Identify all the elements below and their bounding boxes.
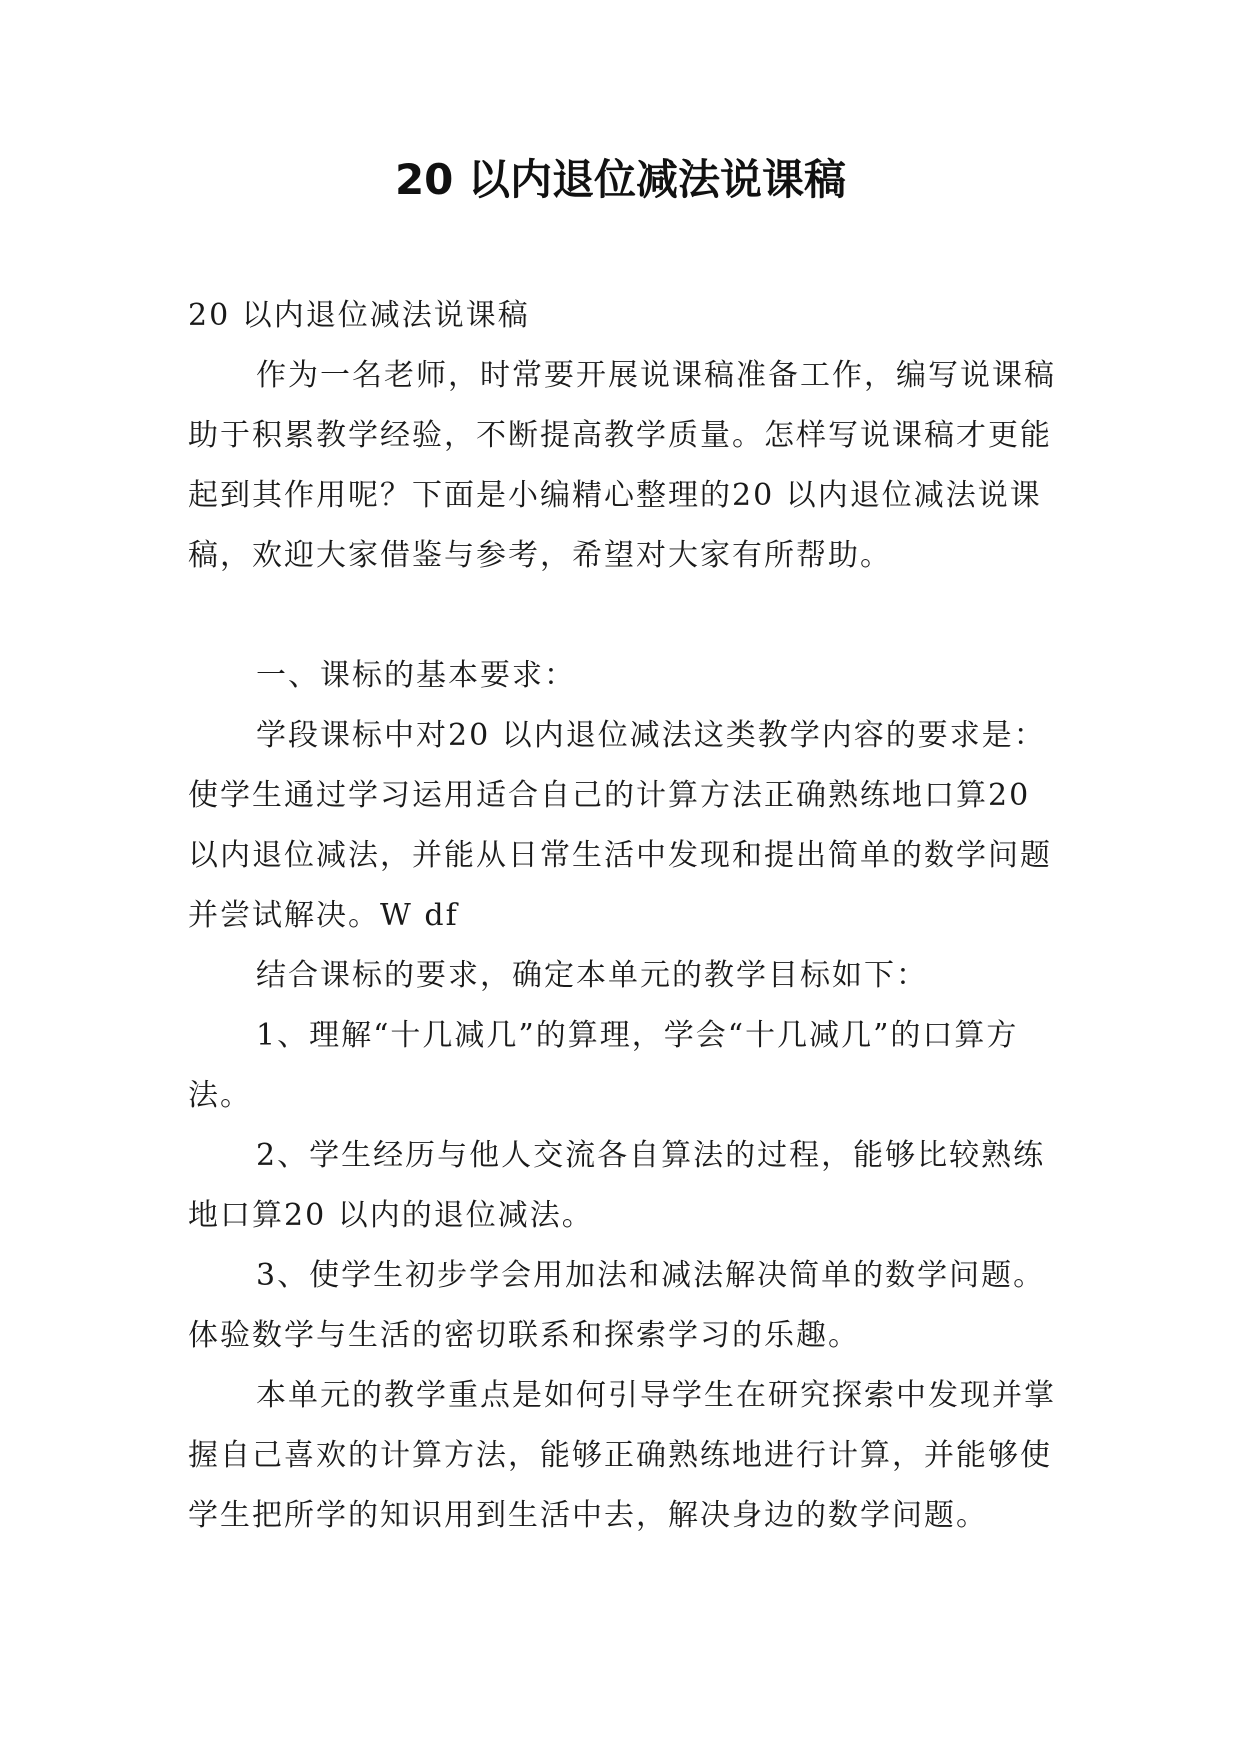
intro-paragraph: 作为一名老师，时常要开展说课稿准备工作，编写说课稿助于积累教学经验，不断提高教学质量。怎样写说课稿才更能起到其作用呢？下面是小编精心整理的20 以内退位减法说课稿，欢迎大家借鉴与参考，希望对大家有所帮助。 — [188, 358, 1056, 573]
document-body — [188, 286, 1058, 1546]
paragraph-gap — [188, 586, 1058, 646]
goal-1-paragraph: 1、理解“十几减几”的算理，学会“十几减几”的口算方法。 — [188, 1018, 1019, 1113]
goal-2-paragraph: 2、学生经历与他人交流各自算法的过程，能够比较熟练地口算20 以内的退位减法。 — [188, 1138, 1046, 1233]
document-title: 20 以内退位减法说课稿 — [394, 155, 847, 204]
section1-body-paragraph: 学段课标中对20 以内退位减法这类教学内容的要求是：使学生通过学习运用适合自己的计算方法正确熟练地口算20 以内退位减法，并能从日常生活中发现和提出简单的数学问题并尝试解决。W df — [188, 718, 1052, 933]
subtitle-paragraph: 20 以内退位减法说课稿 — [188, 298, 530, 333]
key-points-paragraph: 本单元的教学重点是如何引导学生在研究探索中发现并掌握自己喜欢的计算方法，能够正确熟练地进行计算，并能够使学生把所学的知识用到生活中去，解决身边的数学问题。 — [188, 1378, 1056, 1533]
section1-heading: 一、课标的基本要求： — [256, 658, 576, 693]
goal-3-paragraph: 3、使学生初步学会用加法和减法解决简单的数学问题。体验数学与生活的密切联系和探索学习的乐趣。 — [188, 1258, 1046, 1353]
goals-intro-paragraph: 结合课标的要求，确定本单元的教学目标如下： — [256, 958, 928, 993]
